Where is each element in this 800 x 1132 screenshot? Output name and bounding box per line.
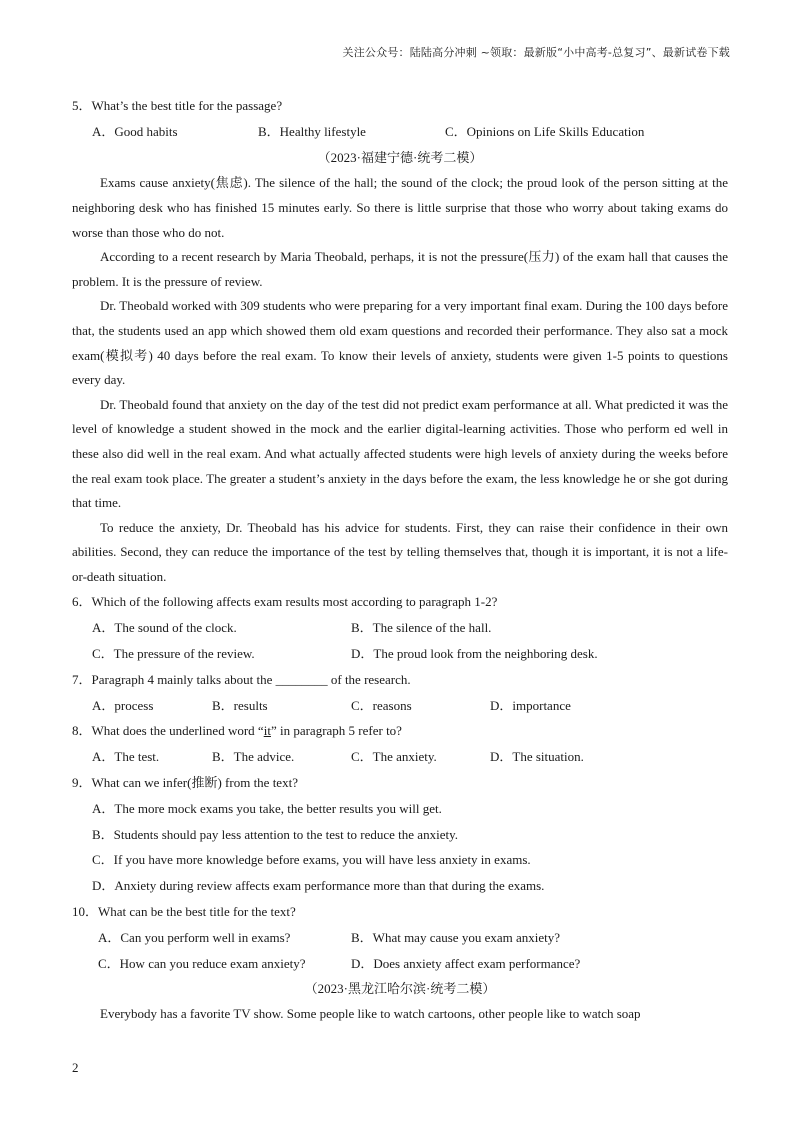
question-6-stem: 6．Which of the following affects exam results most according to paragraph 1-2? (72, 594, 498, 610)
option-c: C．reasons (351, 697, 412, 713)
question-10-options-row-2 (72, 951, 728, 977)
option-d: D．The proud look from the neighboring desk. (351, 646, 598, 662)
paragraph-2: According to a recent research by Maria Theobald, perhaps, it is not the pressure(压力) of the exam hall that causes the problem. It is the pressure of review. (72, 249, 728, 289)
option-a: A．process (92, 697, 154, 713)
option-a: A．Good habits (92, 123, 178, 139)
question-8-options (72, 744, 728, 770)
option-a: A．The sound of the clock. (92, 620, 237, 636)
question-5-stem: 5．What’s the best title for the passage? (72, 98, 283, 113)
option-b: B．The silence of the hall. (351, 620, 492, 636)
passage-source: （2023·福建宁德·统考二模） (317, 149, 483, 165)
question-6-options-row-2 (72, 641, 728, 667)
option-a: A．The more mock exams you take, the better results you will get. (92, 800, 442, 816)
option-d: D．importance (490, 697, 571, 713)
question-8-stem-start: 8．What does the underlined word “ (72, 723, 264, 739)
option-a: A．Can you perform well in exams? (98, 929, 291, 945)
option-a: A．The test. (92, 749, 160, 765)
question-8-stem (72, 718, 728, 744)
paragraph-3: Dr. Theobald worked with 309 students who were preparing for a very important final exam. During the 100 days before that, the students used an app which showed them old exam questions and recorded their performance. They also sat a mock exam(模拟考) 40 days before the real exam. To know their levels of anxiety, students were given 1-5 points to questions every day. (72, 298, 728, 388)
option-b: B．Students should pay less attention to the test to reduce the anxiety. (92, 826, 458, 842)
page-content (72, 93, 728, 1027)
option-b: B．What may cause you exam anxiety? (351, 929, 561, 945)
option-c: C．Opinions on Life Skills Education (445, 123, 645, 139)
option-b: B．The advice. (212, 749, 295, 765)
passage-source-2: （2023·黑龙江哈尔滨·统考二模） (304, 981, 496, 997)
question-9-options (72, 796, 728, 899)
paragraph-4: Dr. Theobald found that anxiety on the day of the test did not predict exam performance at all. What predicted it was the level of knowledge a student showed in the mock and the earlier digital-learning activities. Those who perform ed well in these also did well in the real exam. And what actually affected students were high levels of anxiety during the weeks before the real exam took place. The greater a student’s anxiety in the days before the exam, the less knowledge he or she got during that time. (72, 396, 728, 511)
question-9-stem: 9．What can we infer(推断) from the text? (72, 775, 298, 791)
option-b: B．results (212, 697, 268, 713)
option-b: B．Healthy lifestyle (258, 123, 366, 139)
option-c: C．How can you reduce exam anxiety? (98, 955, 306, 971)
question-7-stem: 7．Paragraph 4 mainly talks about the ________ of the research. (72, 671, 411, 687)
underlined-word: it (263, 723, 271, 739)
paragraph-1: Exams cause anxiety(焦虑). The silence of the hall; the sound of the clock; the proud look of the person sitting at the neighboring desk who has finished 15 minutes early. So there is little surprise that those who worry about taking exams do worse than those who do not. (72, 175, 728, 240)
option-c: C．If you have more knowledge before exams, you will have less anxiety in exams. (92, 852, 531, 868)
question-10-options-row-1 (72, 925, 728, 951)
question-6-options-row-1 (72, 615, 728, 641)
page-number: 2 (72, 1060, 79, 1075)
option-d: D．Does anxiety affect exam performance? (351, 955, 581, 971)
page-header: 关注公众号：陆陆高分冲刺 ~领取：最新版“小中高考-总复习”、最新试卷下载 (342, 46, 730, 59)
option-d: D．The situation. (490, 749, 584, 765)
option-d: D．Anxiety during review affects exam performance more than that during the exams. (92, 878, 545, 894)
reading-passage (72, 171, 728, 589)
paragraph-5: To reduce the anxiety, Dr. Theobald has his advice for students. First, they can raise their confidence in their own abilities. Second, they can reduce the importance of the test by telling themselves that, though it is important, it is not a life-or-death situation. (72, 519, 728, 584)
option-c: C．The anxiety. (351, 749, 437, 765)
next-passage-start: Everybody has a favorite TV show. Some people like to watch cartoons, other people like to watch soap (100, 1006, 641, 1022)
question-7-options (72, 693, 728, 719)
question-8-stem-end: ” in paragraph 5 refer to? (270, 723, 402, 739)
question-10-stem: 10．What can be the best title for the text? (72, 904, 296, 920)
question-5-options (72, 119, 728, 145)
option-c: C．The pressure of the review. (92, 646, 255, 662)
